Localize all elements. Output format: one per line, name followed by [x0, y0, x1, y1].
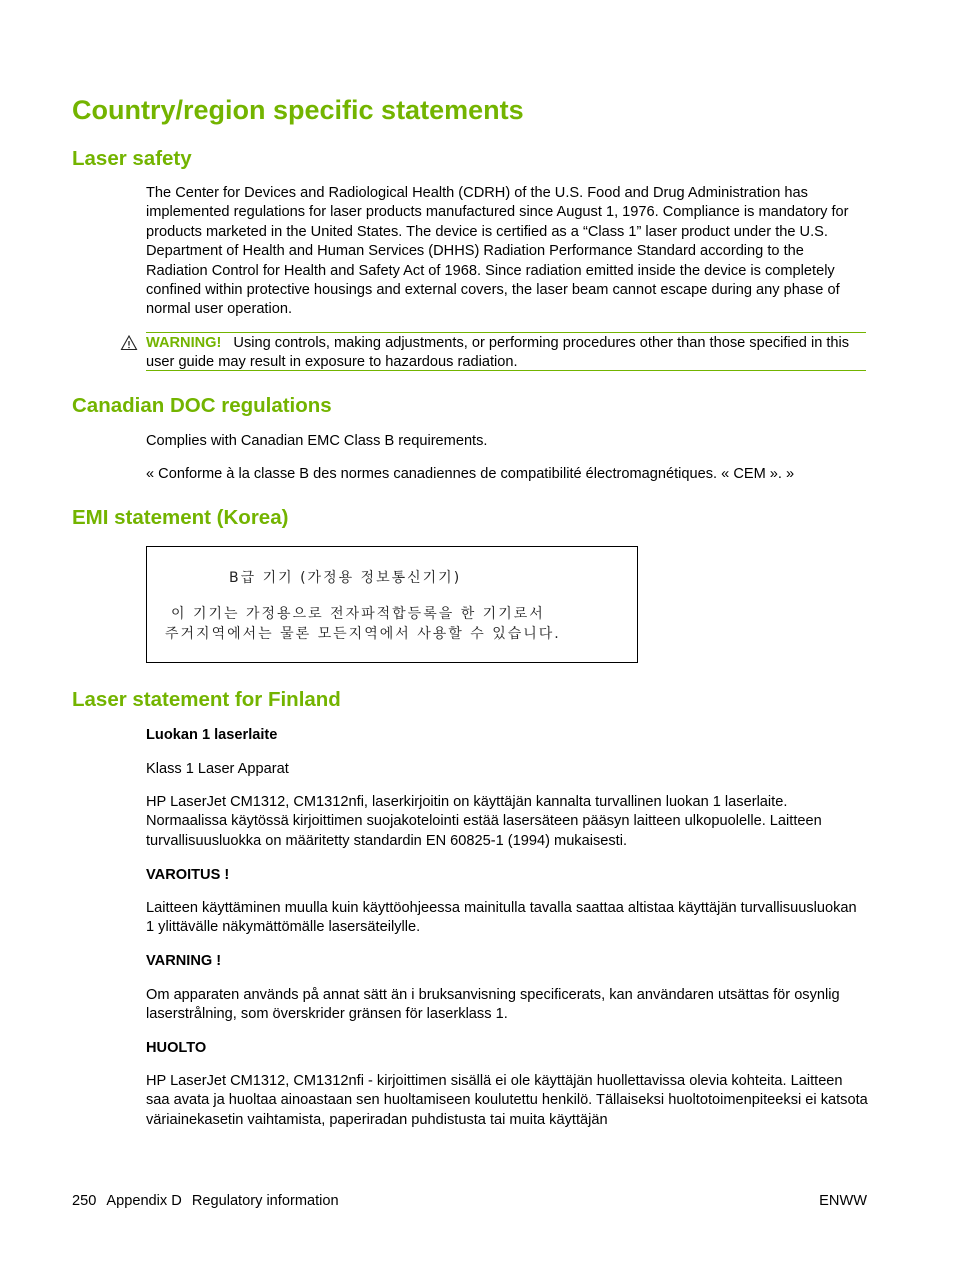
warning-box	[146, 332, 866, 371]
korea-statement-box	[146, 546, 638, 663]
finland-klass: Klass 1 Laser Apparat	[146, 761, 289, 777]
korea-box-line-2: 주거지역에서는 물론 모든지역에서 사용할 수 있습니다.	[165, 626, 561, 642]
canadian-line-2: « Conforme à la classe B des normes canadiennes de compatibilité électromagnétiques. « CEM ». »	[146, 466, 795, 482]
korea-emi-heading: EMI statement (Korea)	[72, 506, 289, 529]
huolto-label: HUOLTO	[146, 1040, 207, 1056]
korea-box-title: B급 기기 (가정용 정보통신기기)	[229, 570, 462, 586]
footer-section: Appendix D	[106, 1193, 182, 1209]
korea-box-line-1: 이 기기는 가정용으로 전자파적합등록을 한 기기로서	[171, 606, 545, 622]
varning-text: Om apparaten används på annat sätt än i bruksanvisning specificerats, kan användaren utsättas för osynlig laserstrålning, som överskrider gränsen för laserklass 1.	[146, 987, 840, 1023]
warning-callout	[120, 332, 868, 373]
footer-page-number: 250	[72, 1193, 97, 1209]
finland-para-1: HP LaserJet CM1312, CM1312nfi, laserkirjoitin on käyttäjän kannalta turvallinen luokan 1 laserlaite. Normaalissa käytössä kirjoittimen suojakotelointi estää lasersäteen pääsyn laitteen ulkopuolelle. Laitteen turvallisuusluokka on määritetty standardin EN 60825-1 (1994) mukaisesti.	[146, 794, 822, 849]
canadian-line-1: Complies with Canadian EMC Class B requirements.	[146, 433, 488, 449]
canadian-doc-heading: Canadian DOC regulations	[72, 394, 332, 417]
footer-right: ENWW	[819, 1193, 867, 1209]
footer-left	[72, 1193, 339, 1209]
warning-text: Using controls, making adjustments, or performing procedures other than those specified in this user guide may result in exposure to hazardous radiation.	[146, 335, 850, 371]
laser-safety-heading: Laser safety	[72, 147, 192, 170]
huolto-text: HP LaserJet CM1312, CM1312nfi - kirjoittimen sisällä ei ole käyttäjän huollettavissa olevia kohteita. Laitteen saa avata ja huoltaa ainoastaan sen huoltamiseen koulutettu henkilö. Tällaiseksi huoltotoimenpiteeksi ei katsota väriainekasetin vaihtamista, paperiradan puhdistusta tai muita käyttäjän	[146, 1073, 868, 1128]
page-title: Country/region specific statements	[72, 95, 524, 125]
finland-heading: Laser statement for Finland	[72, 688, 341, 711]
varning-label: VARNING !	[146, 953, 222, 969]
finland-luokan: Luokan 1 laserlaite	[146, 727, 278, 743]
varoitus-text: Laitteen käyttäminen muulla kuin käyttöohjeessa mainitulla tavalla saattaa altistaa käyttäjän turvallisuusluokan 1 ylittävälle näkymättömälle lasersäteilylle.	[146, 900, 857, 936]
laser-safety-body: The Center for Devices and Radiological Health (CDRH) of the U.S. Food and Drug Administration has implemented regulations for laser products manufactured since August 1, 1976. Compliance is mandatory for products marketed in the United States. The device is certified as a “Class 1” laser product under the U.S. Department of Health and Human Services (DHHS) Radiation Performance Standard according to the Radiation Control for Health and Safety Act of 1968. Since radiation emitted inside the device is completely confined within protective housings and external covers, the laser beam cannot escape during any phase of normal user operation.	[146, 185, 849, 318]
warning-label: WARNING!	[146, 335, 222, 351]
varoitus-label: VAROITUS !	[146, 867, 230, 883]
footer-chapter: Regulatory information	[191, 1193, 339, 1209]
warning-triangle-icon	[120, 334, 138, 352]
